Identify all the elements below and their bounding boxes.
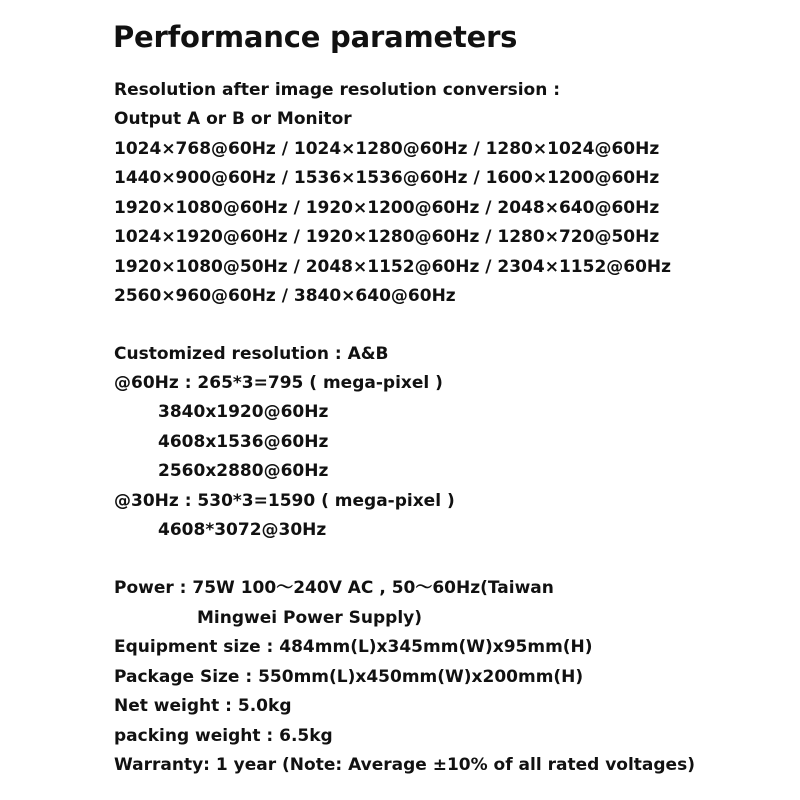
custom-30hz-item: 4608*3072@30Hz — [158, 520, 327, 540]
net-weight-spec: Net weight : 5.0kg — [114, 696, 292, 716]
resolution-row: 1920×1080@50Hz / 2048×1152@60Hz / 2304×1152@60Hz — [114, 257, 672, 277]
custom-60hz-item: 4608x1536@60Hz — [158, 432, 329, 452]
resolution-row: 1920×1080@60Hz / 1920×1200@60Hz / 2048×640@60Hz — [114, 198, 660, 218]
resolution-row: 1024×1920@60Hz / 1920×1280@60Hz / 1280×720@50Hz — [114, 227, 660, 247]
package-size-spec: Package Size : 550mm(L)x450mm(W)x200mm(H) — [114, 667, 584, 687]
output-subheading: Output A or B or Monitor — [114, 109, 352, 129]
output-heading: Resolution after image resolution conversion : — [114, 80, 561, 100]
resolution-row: 2560×960@60Hz / 3840×640@60Hz — [114, 286, 456, 306]
resolution-row: 1440×900@60Hz / 1536×1536@60Hz / 1600×1200@60Hz — [114, 168, 660, 188]
equipment-size-spec: Equipment size : 484mm(L)x345mm(W)x95mm(H) — [114, 637, 593, 657]
warranty-spec: Warranty: 1 year (Note: Average ±10% of all rated voltages) — [114, 755, 695, 775]
resolution-row: 1024×768@60Hz / 1024×1280@60Hz / 1280×1024@60Hz — [114, 139, 660, 159]
custom-60hz-item: 3840x1920@60Hz — [158, 402, 329, 422]
packing-weight-spec: packing weight : 6.5kg — [114, 726, 333, 746]
power-spec-continued: Mingwei Power Supply) — [197, 608, 423, 628]
custom-30hz-line: @30Hz : 530*3=1590 ( mega-pixel ) — [114, 491, 455, 511]
custom-60hz-line: @60Hz : 265*3=795 ( mega-pixel ) — [114, 373, 443, 393]
page-title: Performance parameters — [113, 20, 518, 54]
power-spec: Power : 75W 100～240V AC , 50～60Hz(Taiwan — [114, 578, 554, 598]
custom-60hz-item: 2560x2880@60Hz — [158, 461, 329, 481]
custom-heading: Customized resolution : A&B — [114, 344, 389, 364]
